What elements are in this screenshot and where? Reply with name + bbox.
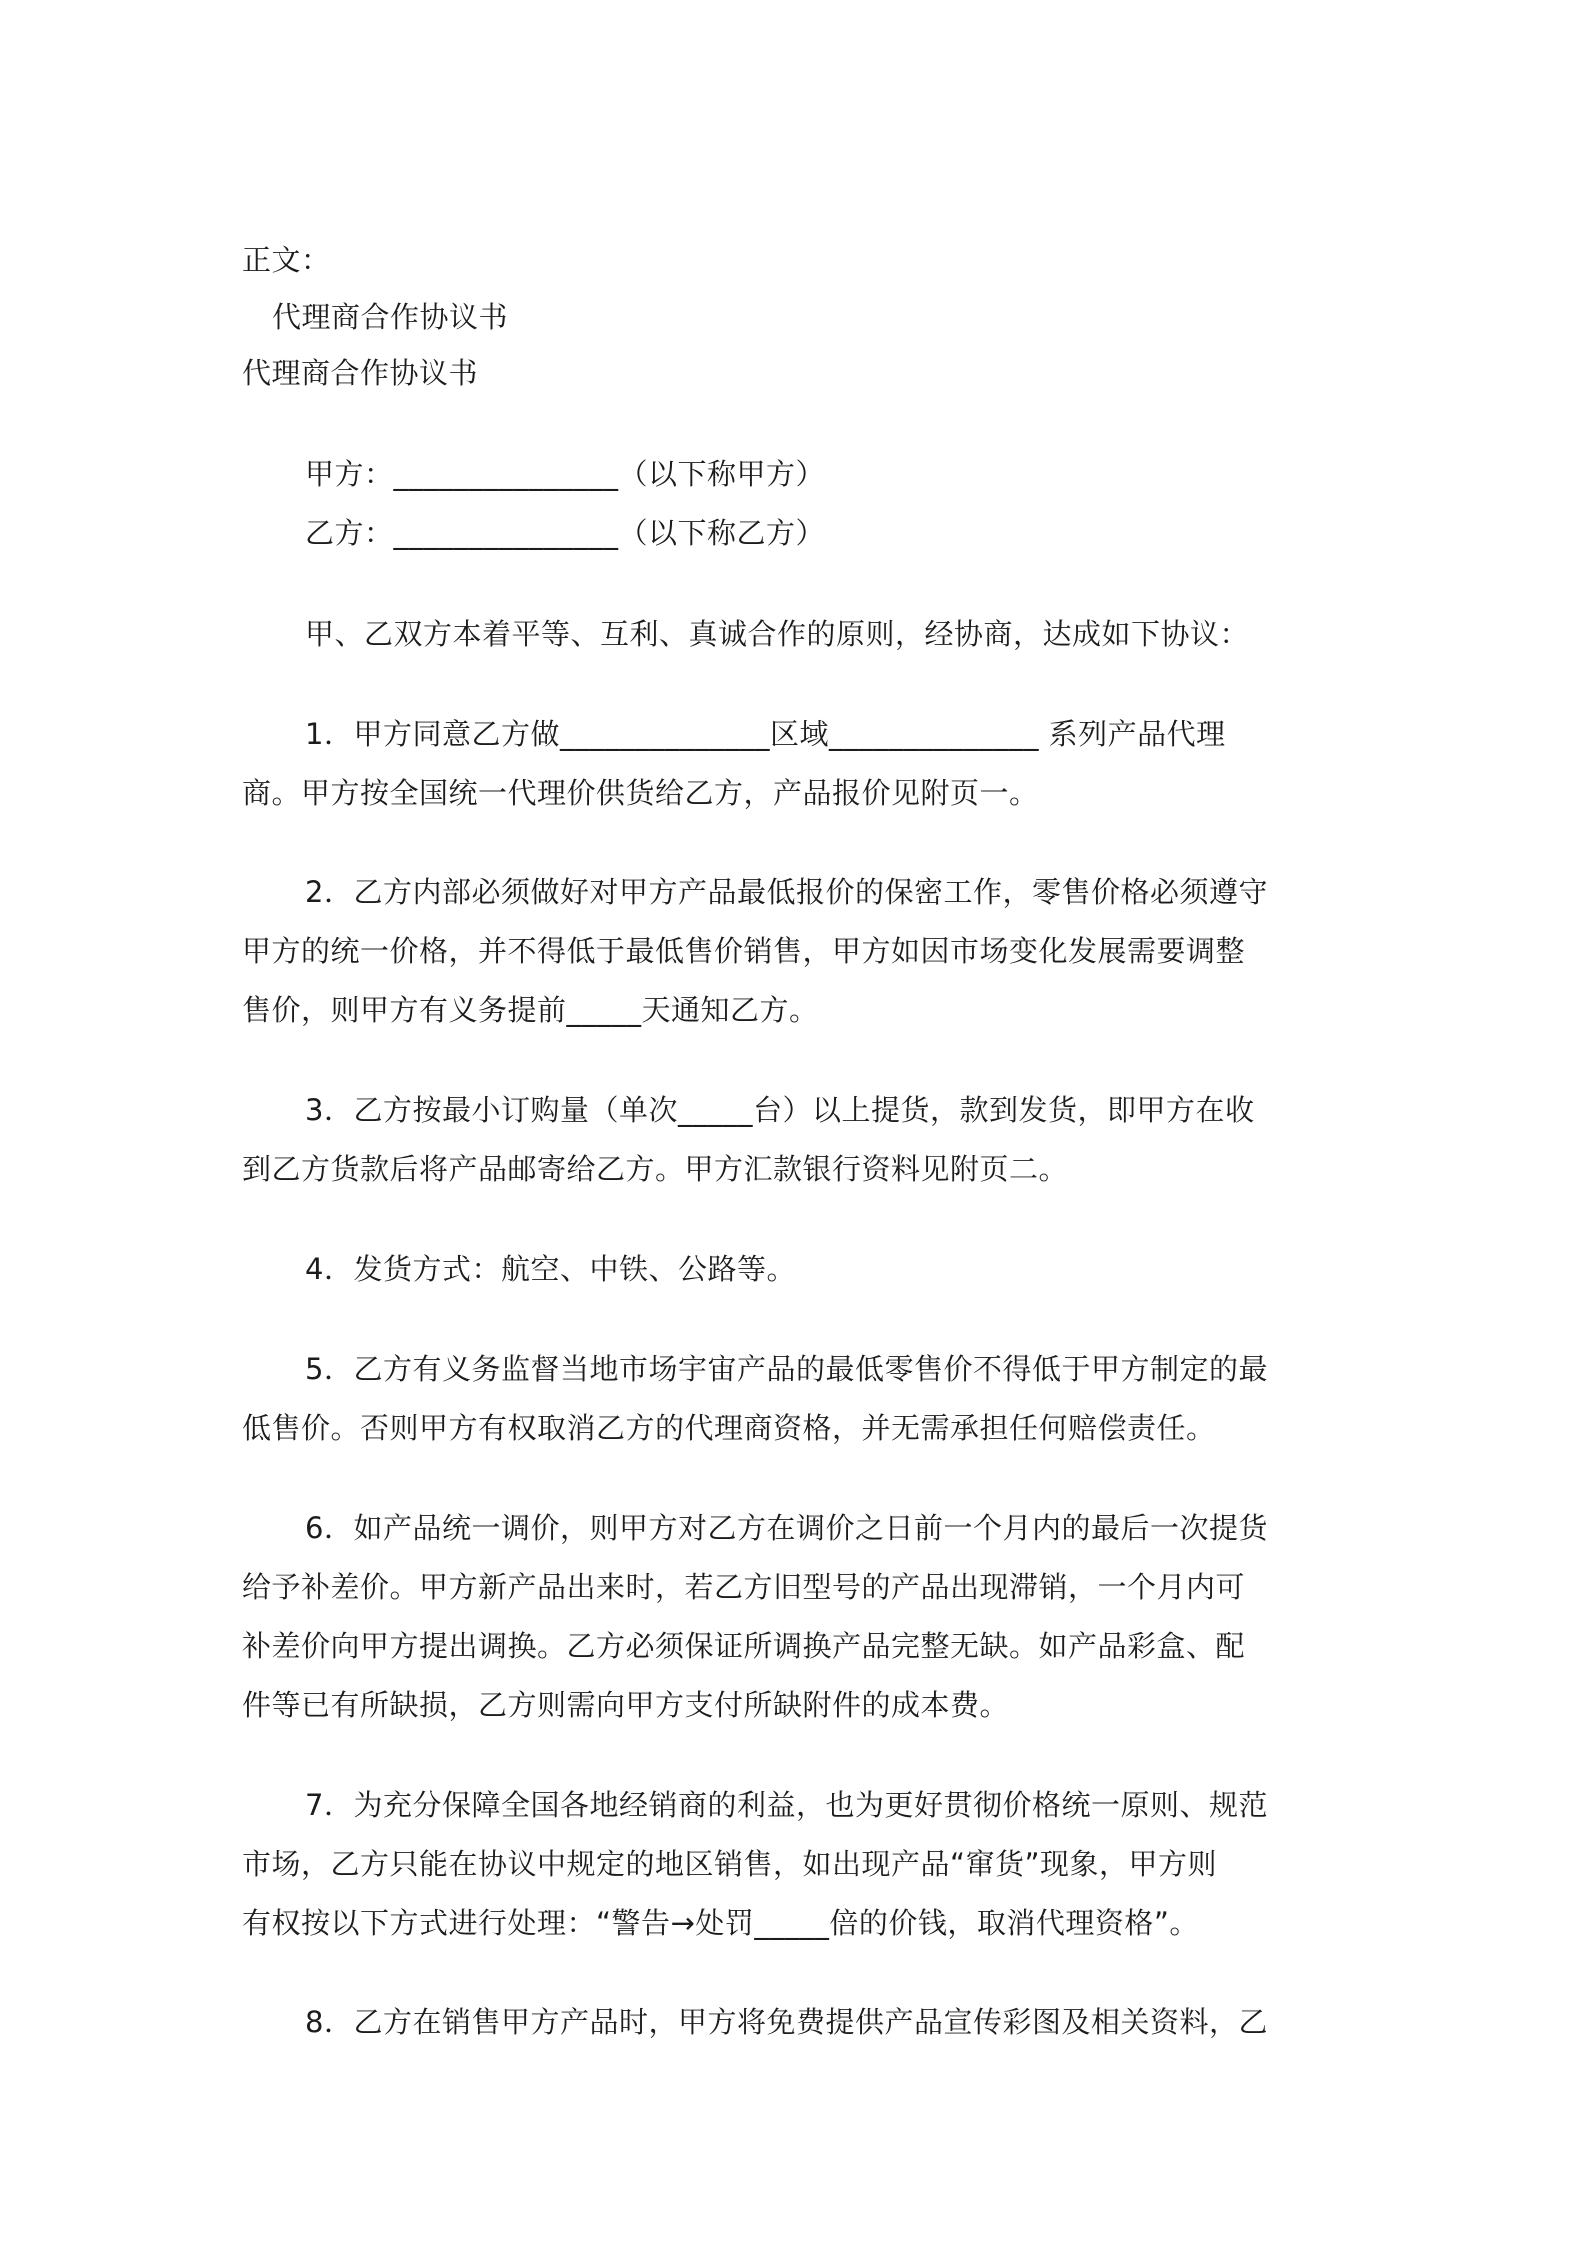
party-a-line: 甲方：_______________（以下称甲方） (305, 457, 826, 491)
party-b-line: 乙方：_______________（以下称乙方） (305, 516, 826, 550)
clause-3-line-1: 3．乙方按最小订购量（单次_____台）以上提货，款到发货，即甲方在收 (305, 1093, 1255, 1127)
document-title: 代理商合作协议书 (242, 356, 479, 390)
clause-6-line-1: 6．如产品统一调价，则甲方对乙方在调价之日前一个月内的最后一次提货 (305, 1511, 1268, 1545)
clause-4-line-1: 4．发货方式：航空、中铁、公路等。 (305, 1252, 796, 1286)
clause-7-line-3: 有权按以下方式进行处理：“警告→处罚_____倍的价钱，取消代理资格”。 (242, 1906, 1199, 1940)
clause-1-line-1: 1．甲方同意乙方做______________区域______________ 系列产品代理 (305, 717, 1226, 751)
clause-3-line-2: 到乙方货款后将产品邮寄给乙方。甲方汇款银行资料见附页二。 (242, 1152, 1069, 1186)
heading-label: 正文： (242, 243, 331, 277)
clause-2-line-2: 甲方的统一价格，并不得低于最低售价销售，甲方如因市场变化发展需要调整 (242, 934, 1246, 968)
document-title-indented: 代理商合作协议书 (272, 300, 509, 334)
clause-2-line-1: 2．乙方内部必须做好对甲方产品最低报价的保密工作，零售价格必须遵守 (305, 875, 1268, 909)
clause-6-line-2: 给予补差价。甲方新产品出来时，若乙方旧型号的产品出现滞销，一个月内可 (242, 1570, 1246, 1604)
clause-5-line-2: 低售价。否则甲方有权取消乙方的代理商资格，并无需承担任何赔偿责任。 (242, 1411, 1216, 1445)
clause-2-line-3: 售价，则甲方有义务提前_____天通知乙方。 (242, 993, 819, 1027)
clause-6-line-3: 补差价向甲方提出调换。乙方必须保证所调换产品完整无缺。如产品彩盒、配 (242, 1629, 1246, 1663)
clause-1-line-2: 商。甲方按全国统一代理价供货给乙方，产品报价见附页一。 (242, 776, 1039, 810)
clause-7-line-1: 7．为充分保障全国各地经销商的利益，也为更好贯彻价格统一原则、规范 (305, 1788, 1268, 1822)
clause-8-line-1: 8．乙方在销售甲方产品时，甲方将免费提供产品宣传彩图及相关资料，乙 (305, 2005, 1268, 2039)
intro-paragraph: 甲、乙双方本着平等、互利、真诚合作的原则，经协商，达成如下协议： (305, 617, 1250, 651)
clause-6-line-4: 件等已有所缺损，乙方则需向甲方支付所缺附件的成本费。 (242, 1688, 1010, 1722)
clause-7-line-2: 市场，乙方只能在协议中规定的地区销售，如出现产品“窜货”现象，甲方则 (242, 1847, 1218, 1881)
clause-5-line-1: 5．乙方有义务监督当地市场宇宙产品的最低零售价不得低于甲方制定的最 (305, 1352, 1268, 1386)
